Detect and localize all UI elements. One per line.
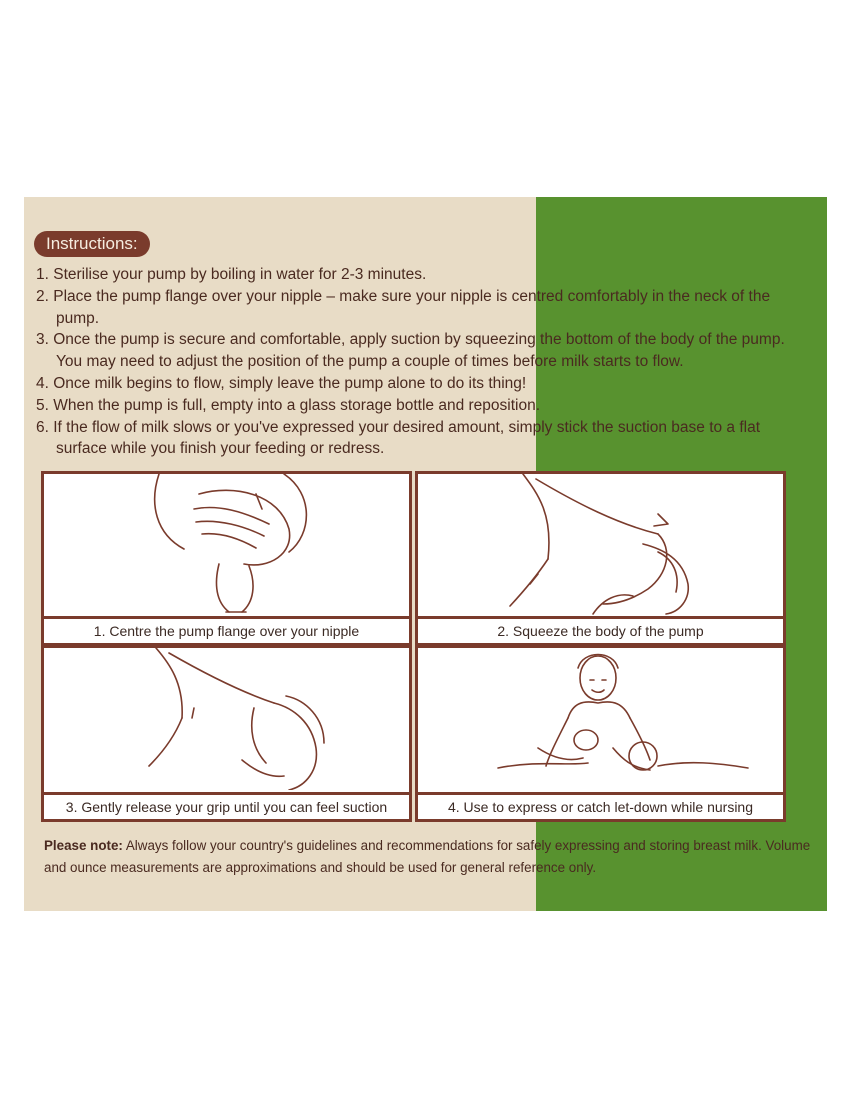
panel-caption: 4. Use to express or catch let-down while nursing	[418, 792, 783, 819]
card-content	[24, 197, 827, 911]
disclaimer-note	[44, 835, 814, 879]
instruction-card	[24, 197, 827, 911]
illustration-panel-4	[415, 645, 786, 822]
step-item: 2. Place the pump flange over your nipple – make sure your nipple is centred comfortably in the neck of the pump.	[36, 287, 771, 327]
panel-caption: 1. Centre the pump flange over your nipple	[44, 616, 409, 643]
step-item: 1. Sterilise your pump by boiling in water for 2-3 minutes.	[36, 266, 427, 283]
illustration-panel-1	[41, 471, 412, 646]
illustration-grid	[41, 471, 787, 821]
flange-placement-illustration	[44, 474, 409, 616]
step-item: 6. If the flow of milk slows or you've expressed your desired amount, simply stick the suction base to a flat surface while you finish your feeding or redress.	[36, 418, 761, 458]
step-item: 5. When the pump is full, empty into a glass storage bottle and reposition.	[36, 396, 541, 414]
step-item: 4. Once milk begins to flow, simply leave the pump alone to do its thing!	[36, 374, 527, 392]
instructions-heading: Instructions:	[34, 231, 150, 257]
note-text: Always follow your country's guidelines and recommendations for safely expressing and storing breast milk. Volume and ounce measurements are approximations and should be used for general reference only.	[44, 838, 811, 875]
release-grip-illustration	[44, 648, 409, 790]
illustration-panel-2	[415, 471, 786, 646]
panel-caption: 2. Squeeze the body of the pump	[418, 616, 783, 643]
step-item: 3. Once the pump is secure and comfortable, apply suction by squeezing the bottom of the body of the pump. You may need to adjust the position of the pump a couple of times before milk starts to flow.	[36, 331, 785, 371]
squeeze-pump-illustration	[418, 474, 783, 616]
steps-list	[36, 264, 806, 460]
nursing-illustration	[418, 648, 783, 790]
note-label: Please note:	[44, 838, 123, 853]
illustration-panel-3	[41, 645, 412, 822]
panel-caption: 3. Gently release your grip until you can feel suction	[44, 792, 409, 819]
